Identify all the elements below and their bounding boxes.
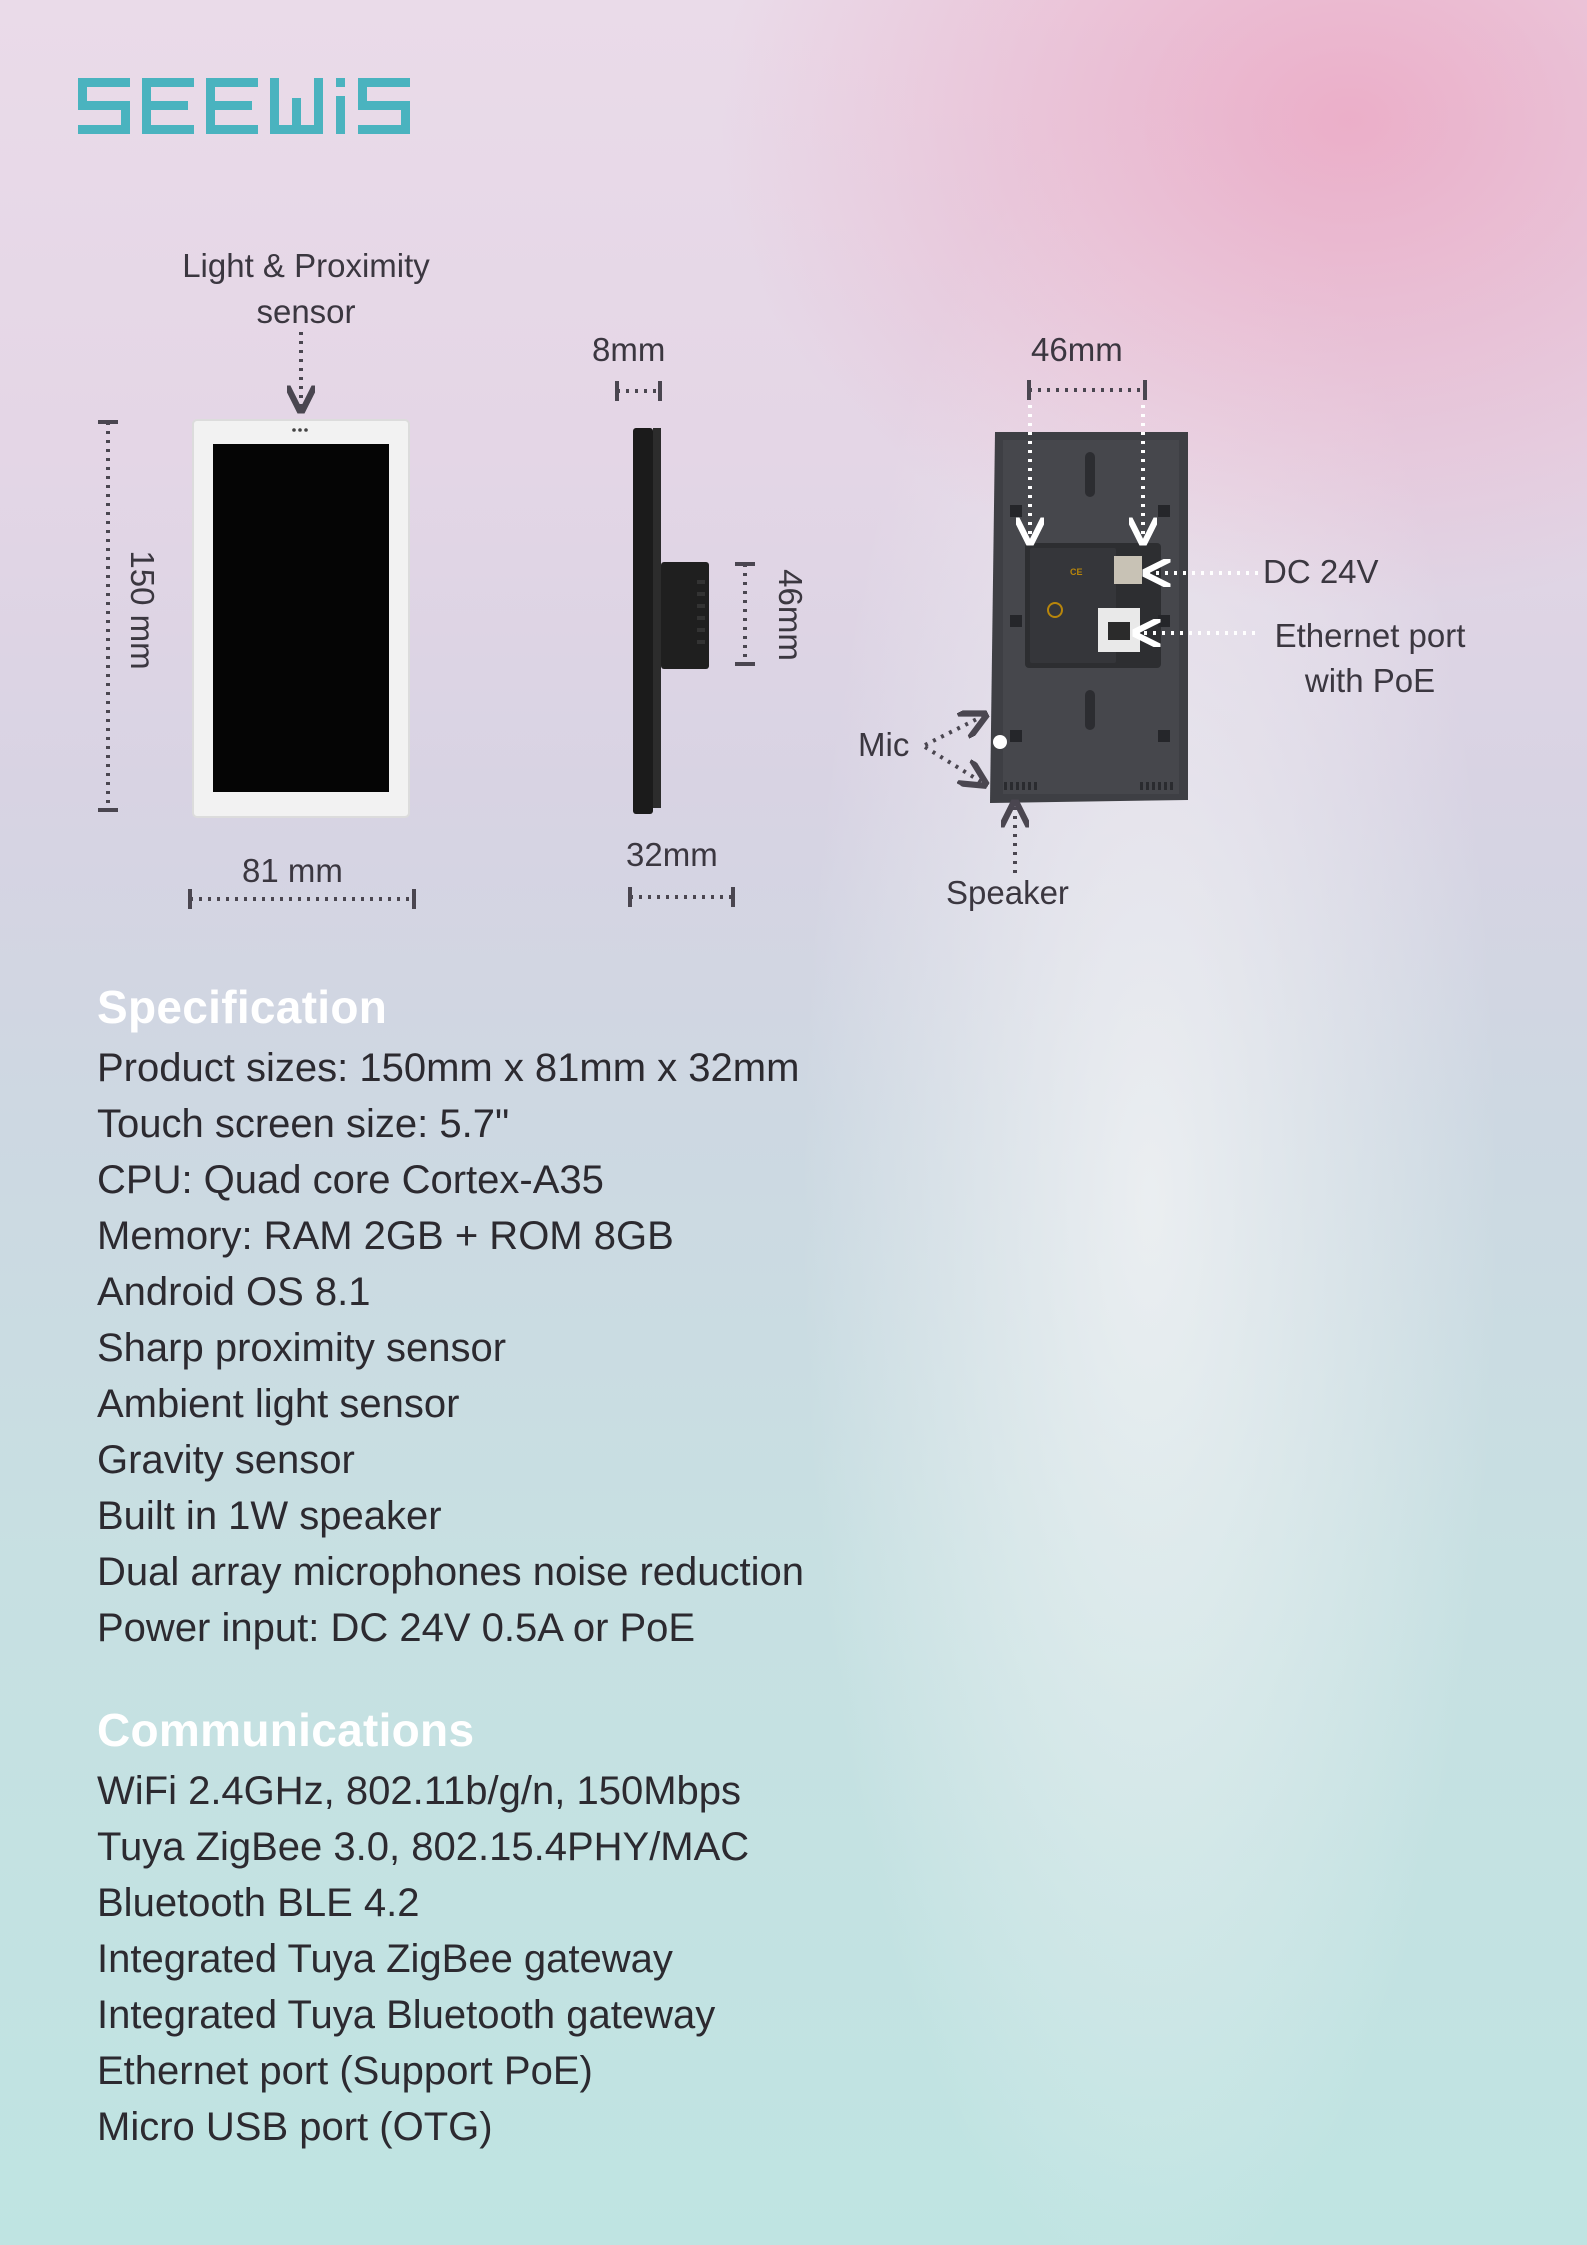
spec-item: Gravity sensor [97, 1438, 355, 1482]
side-panel [633, 428, 653, 814]
ethernet-label-line1: Ethernet port [1274, 617, 1466, 654]
spec-item: Memory: RAM 2GB + ROM 8GB [97, 1214, 674, 1258]
comm-item: Integrated Tuya ZigBee gateway [97, 1937, 673, 1981]
thickness-label: 8mm [592, 331, 666, 368]
comm-item: Ethernet port (Support PoE) [97, 2049, 593, 2093]
sensor-label-line2: sensor [256, 293, 356, 330]
dc-label: DC 24V [1263, 553, 1379, 590]
spec-item: Built in 1W speaker [97, 1494, 442, 1538]
comm-item: WiFi 2.4GHz, 802.11b/g/n, 150Mbps [97, 1769, 742, 1813]
comm-item: Tuya ZigBee 3.0, 802.15.4PHY/MAC [97, 1825, 750, 1869]
width-label: 81 mm [242, 852, 343, 889]
device-diagram [0, 0, 1587, 940]
spec-item: Product sizes: 150mm x 81mm x 32mm [97, 1046, 800, 1090]
spec-item: Power input: DC 24V 0.5A or PoE [97, 1606, 696, 1650]
communications-section [97, 1703, 749, 2155]
height-label: 150 mm [124, 550, 161, 670]
front-screen [213, 444, 389, 792]
spec-item: Android OS 8.1 [97, 1270, 371, 1314]
back-view [925, 380, 1258, 873]
block-height-label: 46mm [772, 569, 809, 661]
depth-label: 32mm [626, 836, 718, 873]
mic-label: Mic [858, 726, 910, 763]
sensor-label-line1: Light & Proximity [182, 247, 430, 284]
sensor-label [165, 243, 447, 335]
communications-title: Communications [97, 1704, 475, 1756]
ethernet-label [1255, 613, 1485, 703]
comm-item: Micro USB port (OTG) [97, 2105, 493, 2149]
side-view [617, 381, 755, 907]
ethernet-label-line2: with PoE [1304, 662, 1436, 699]
spec-item: Dual array microphones noise reduction [97, 1550, 805, 1594]
side-block [661, 562, 709, 669]
specification-title: Specification [97, 981, 388, 1033]
specification-section [97, 980, 804, 1656]
comm-item: Bluetooth BLE 4.2 [97, 1881, 420, 1925]
spec-item: CPU: Quad core Cortex-A35 [97, 1158, 604, 1202]
back-width-label: 46mm [1031, 331, 1123, 368]
spec-item: Touch screen size: 5.7" [97, 1102, 510, 1146]
speaker-label: Speaker [946, 874, 1069, 911]
spec-item: Sharp proximity sensor [97, 1326, 507, 1370]
dc-connector [1114, 556, 1142, 584]
comm-item: Integrated Tuya Bluetooth gateway [97, 1993, 716, 2037]
mic-hole [993, 735, 1007, 749]
svg-text:CE: CE [1070, 567, 1083, 577]
spec-item: Ambient light sensor [97, 1382, 460, 1426]
